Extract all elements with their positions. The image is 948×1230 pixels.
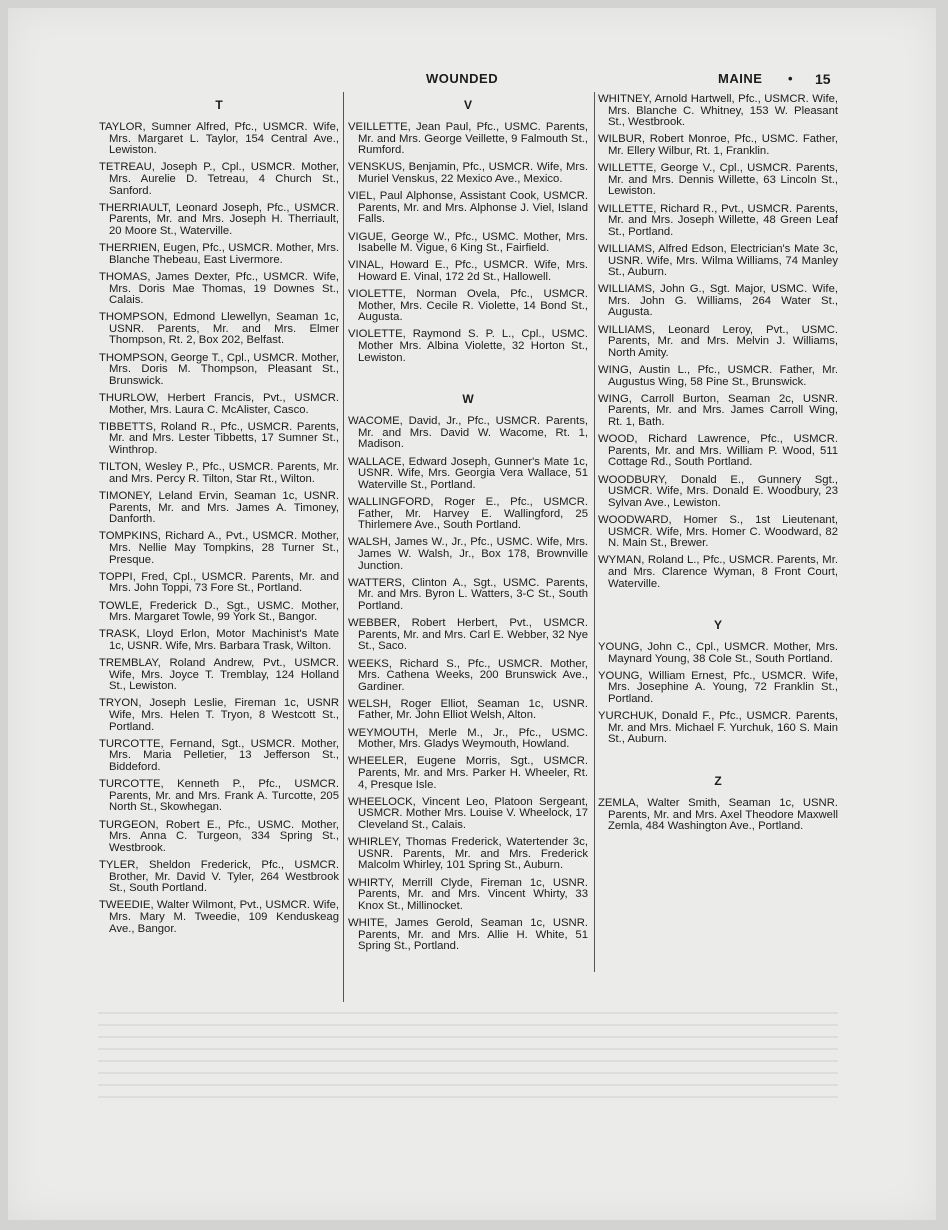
casualty-entry: WALSH, James W., Jr., Pfc., USMC. Wife, Mrs. James W. Walsh, Jr., Box 178, Brownville Junction. xyxy=(348,536,588,572)
casualty-entry: WHEELER, Eugene Morris, Sgt., USMCR. Parents, Mr. and Mrs. Parker H. Wheeler, Rt. 4, Presque Isle. xyxy=(348,755,588,791)
casualty-entry: WOODWARD, Homer S., 1st Lieutenant, USMCR. Wife, Mrs. Homer C. Woodward, 82 N. Main St., Brewer. xyxy=(598,513,838,550)
header-bullet: • xyxy=(788,71,793,86)
column-3 xyxy=(598,94,838,838)
section-letter-z: Z xyxy=(714,774,722,789)
casualty-entry: TURCOTTE, Kenneth P., Pfc., USMCR. Parents, Mr. and Mrs. Frank A. Turcotte, 205 North St., Skowhegan. xyxy=(99,778,339,814)
casualty-entry: THOMAS, James Dexter, Pfc., USMCR. Wife, Mrs. Doris Mae Thomas, 19 Downes St., Calais. xyxy=(99,270,339,307)
casualty-entry: TOWLE, Frederick D., Sgt., USMC. Mother, Mrs. Margaret Towle, 99 York St., Bangor. xyxy=(99,599,339,624)
section-letter-v: V xyxy=(463,98,472,112)
section-letter-y: Y xyxy=(713,618,722,633)
casualty-entry: TOMPKINS, Richard A., Pvt., USMCR. Mother, Mrs. Nellie May Tompkins, 28 Turner St., Presque. xyxy=(99,530,339,566)
document-page xyxy=(8,8,936,1220)
casualty-entry: TAYLOR, Sumner Alfred, Pfc., USMCR. Wife, Mrs. Margaret L. Taylor, 154 Central Ave., Lewiston. xyxy=(99,121,339,157)
casualty-entry: YOUNG, John C., Cpl., USMCR. Mother, Mrs. Maynard Young, 38 Cole St., South Portland. xyxy=(598,641,838,665)
casualty-entry: WING, Austin L., Pfc., USMCR. Father, Mr. Augustus Wing, 58 Pine St., Brunswick. xyxy=(598,364,838,388)
casualty-entry: VIOLETTE, Norman Ovela, Pfc., USMCR. Mother, Mrs. Cecile R. Violette, 14 Bond St., Augusta. xyxy=(348,288,588,324)
casualty-entry: VENSKUS, Benjamin, Pfc., USMCR. Wife, Mrs. Muriel Venskus, 22 Mexico Ave., Mexico. xyxy=(348,161,588,185)
casualty-entry: VINAL, Howard E., Pfc., USMCR. Wife, Mrs. Howard E. Vinal, 172 2d St., Hallowell. xyxy=(348,259,588,283)
casualty-entry: THOMPSON, George T., Cpl., USMCR. Mother, Mrs. Doris M. Thompson, Pleasant St., Brunswick. xyxy=(99,351,339,387)
casualty-entry: TRYON, Joseph Leslie, Fireman 1c, USNR Wife, Mrs. Helen T. Tryon, 8 Westcott St., Portland. xyxy=(99,697,339,733)
casualty-entry: WILLIAMS, Alfred Edson, Electrician's Mate 3c, USNR. Wife, Mrs. Wilma Williams, 74 Manley St., Auburn. xyxy=(598,242,838,279)
casualty-entry: WEBBER, Robert Herbert, Pvt., USMCR. Parents, Mr. and Mrs. Carl E. Webber, 32 Nye St., Saco. xyxy=(348,617,588,653)
casualty-entry: TYLER, Sheldon Frederick, Pfc., USMCR. Brother, Mr. David V. Tyler, 264 Westbrook St., South Portland. xyxy=(99,858,339,895)
column-2 xyxy=(348,94,588,958)
casualty-entry: WILBUR, Robert Monroe, Pfc., USMC. Father, Mr. Ellery Wilbur, Rt. 1, Franklin. xyxy=(598,133,838,157)
column-divider-2 xyxy=(594,92,595,972)
casualty-entry: WALLACE, Edward Joseph, Gunner's Mate 1c, USNR. Wife, Mrs. Georgia Vera Wallace, 51 Waterville St., Portland. xyxy=(348,455,588,491)
casualty-entry: WHIRLEY, Thomas Frederick, Watertender 3c, USNR. Parents, Mr. and Mrs. Frederick Malcolm Whirley, 101 Spring St., Auburn. xyxy=(348,836,588,872)
casualty-entry: TURCOTTE, Fernand, Sgt., USMCR. Mother, Mrs. Maria Pelletier, 13 Jefferson St., Biddeford. xyxy=(99,737,339,773)
casualty-entry: WEEKS, Richard S., Pfc., USMCR. Mother, Mrs. Cathena Weeks, 200 Brunswick Ave., Gardiner. xyxy=(348,657,588,693)
page-header xyxy=(8,71,936,91)
section-letter-t: T xyxy=(215,98,223,112)
casualty-entry: WILLETTE, Richard R., Pvt., USMCR. Parents, Mr. and Mrs. Joseph Willette, 48 Green Leaf St., Portland. xyxy=(598,202,838,238)
casualty-entry: WEYMOUTH, Merle M., Jr., Pfc., USMC. Mother, Mrs. Gladys Weymouth, Howland. xyxy=(348,726,588,751)
casualty-entry: TWEEDIE, Walter Wilmont, Pvt., USMCR. Wife, Mrs. Mary M. Tweedie, 109 Kenduskeag Ave., Bangor. xyxy=(99,899,339,935)
casualty-entry: WILLETTE, George V., Cpl., USMCR. Parents, Mr. and Mrs. Dennis Willette, 63 Lincoln St., Lewiston. xyxy=(598,162,838,198)
casualty-entry: VIOLETTE, Raymond S. P. L., Cpl., USMC. Mother Mrs. Albina Violette, 32 Horton St., Lewiston. xyxy=(348,328,588,364)
casualty-entry: VIGUE, George W., Pfc., USMC. Mother, Mrs. Isabelle M. Vigue, 6 King St., Fairfield. xyxy=(348,230,588,255)
casualty-entry: VIEL, Paul Alphonse, Assistant Cook, USMCR. Parents, Mr. and Mrs. Alphonse J. Viel, Island Falls. xyxy=(348,190,588,226)
casualty-entry: WILLIAMS, John G., Sgt. Major, USMC. Wife, Mrs. John G. Williams, 264 Water St., Augusta. xyxy=(598,283,838,319)
casualty-entry: WOODBURY, Donald E., Gunnery Sgt., USMCR. Wife, Mrs. Donald E. Woodbury, 23 Sylvan Ave., Lewiston. xyxy=(598,473,838,509)
casualty-entry: THERRIAULT, Leonard Joseph, Pfc., USMCR. Parents, Mr. and Mrs. Joseph H. Therriault, 20 Moore St., Waterville. xyxy=(99,201,339,237)
casualty-entry: WHEELOCK, Vincent Leo, Platoon Sergeant, USMCR. Mother Mrs. Louise V. Wheelock, 17 Cleveland St., Calais. xyxy=(348,795,588,831)
casualty-entry: THERRIEN, Eugen, Pfc., USMCR. Mother, Mrs. Blanche Thebeau, East Livermore. xyxy=(99,242,339,266)
casualty-entry: WHIRTY, Merrill Clyde, Fireman 1c, USNR. Parents, Mr. and Mrs. Vincent Whirty, 33 Knox St., Millinocket. xyxy=(348,876,588,912)
casualty-entry: TIBBETTS, Roland R., Pfc., USMCR. Parents, Mr. and Mrs. Lester Tibbetts, 17 Sumner St., Winthrop. xyxy=(99,420,339,456)
casualty-entry: WELSH, Roger Elliot, Seaman 1c, USNR. Father, Mr. John Elliot Welsh, Alton. xyxy=(348,697,588,722)
casualty-entry: WATTERS, Clinton A., Sgt., USMC. Parents, Mr. and Mrs. Byron L. Watters, 3-C St., South Portland. xyxy=(348,576,588,612)
casualty-entry: WOOD, Richard Lawrence, Pfc., USMCR. Parents, Mr. and Mrs. William P. Wood, 511 Cottage Rd., South Portland. xyxy=(598,433,838,469)
casualty-entry: WALLINGFORD, Roger E., Pfc., USMCR. Father, Mr. Harvey E. Wallingford, 25 Thirlemere Ave., South Portland. xyxy=(348,496,588,532)
column-1 xyxy=(99,94,339,941)
casualty-entry: TURGEON, Robert E., Pfc., USMC. Mother, Mrs. Anna C. Turgeon, 334 Spring St., Westbrook. xyxy=(99,818,339,854)
column-divider-1 xyxy=(343,92,344,1002)
casualty-entry: TETREAU, Joseph P., Cpl., USMCR. Mother, Mrs. Aurelie D. Tetreau, 4 Church St., Sanford. xyxy=(99,161,339,197)
casualty-entry: WHITNEY, Arnold Hartwell, Pfc., USMCR. Wife, Mrs. Blanche C. Whitney, 153 W. Pleasant St., Westbrook. xyxy=(598,93,838,129)
casualty-entry: WACOME, David, Jr., Pfc., USMCR. Parents, Mr. and Mrs. David W. Wacome, Rt. 1, Madison. xyxy=(348,415,588,451)
casualty-entry: TILTON, Wesley P., Pfc., USMCR. Parents, Mr. and Mrs. Percy R. Tilton, Star Rt., Wilton. xyxy=(99,461,339,485)
casualty-entry: THURLOW, Herbert Francis, Pvt., USMCR. Mother, Mrs. Laura C. McAlister, Casco. xyxy=(99,392,339,416)
casualty-entry: ZEMLA, Walter Smith, Seaman 1c, USNR. Parents, Mr. and Mrs. Axel Theodore Maxwell Zemla, 484 Washington Ave., Portland. xyxy=(598,797,838,833)
casualty-entry: TIMONEY, Leland Ervin, Seaman 1c, USNR. Parents, Mr. and Mrs. James A. Timoney, Danforth. xyxy=(99,489,339,526)
bleed-through-shadow xyxy=(98,1008,838,1098)
casualty-entry: WHITE, James Gerold, Seaman 1c, USNR. Parents, Mr. and Mrs. Allie H. White, 51 Spring St., Portland. xyxy=(348,916,588,953)
page-number: 15 xyxy=(815,71,831,87)
casualty-entry: TRASK, Lloyd Erlon, Motor Machinist's Mate 1c, USNR. Wife, Mrs. Barbara Trask, Wilton. xyxy=(99,628,339,652)
casualty-entry: YOUNG, William Ernest, Pfc., USMCR. Wife, Mrs. Josephine A. Young, 72 Franklin St., Portland. xyxy=(598,669,838,706)
state-name: MAINE xyxy=(718,71,763,86)
casualty-entry: WILLIAMS, Leonard Leroy, Pvt., USMC. Parents, Mr. and Mrs. Melvin J. Williams, North Amity. xyxy=(598,323,838,359)
page-title: WOUNDED xyxy=(426,71,499,86)
casualty-entry: VEILLETTE, Jean Paul, Pfc., USMC. Parents, Mr. and Mrs. George Veillette, 9 Falmouth St., Rumford. xyxy=(348,121,588,157)
casualty-entry: TOPPI, Fred, Cpl., USMCR. Parents, Mr. and Mrs. John Toppi, 73 Fore St., Portland. xyxy=(99,570,339,595)
casualty-entry: WYMAN, Roland L., Pfc., USMCR. Parents, Mr. and Mrs. Clarence Wyman, 8 Front Court, Waterville. xyxy=(598,554,838,590)
casualty-entry: YURCHUK, Donald F., Pfc., USMCR. Parents, Mr. and Mrs. Michael F. Yurchuk, 160 S. Main St., Auburn. xyxy=(598,710,838,746)
casualty-entry: WING, Carroll Burton, Seaman 2c, USNR. Parents, Mr. and Mrs. James Carroll Wing, Rt. 1, Bath. xyxy=(598,392,838,428)
casualty-entry: THOMPSON, Edmond Llewellyn, Seaman 1c, USNR. Parents, Mr. and Mrs. Elmer Thompson, Rt. 2, Box 202, Belfast. xyxy=(99,311,339,347)
section-letter-w: W xyxy=(462,392,474,407)
casualty-entry: TREMBLAY, Roland Andrew, Pvt., USMCR. Wife, Mrs. Joyce T. Tremblay, 124 Holland St., Lewiston. xyxy=(99,657,339,693)
